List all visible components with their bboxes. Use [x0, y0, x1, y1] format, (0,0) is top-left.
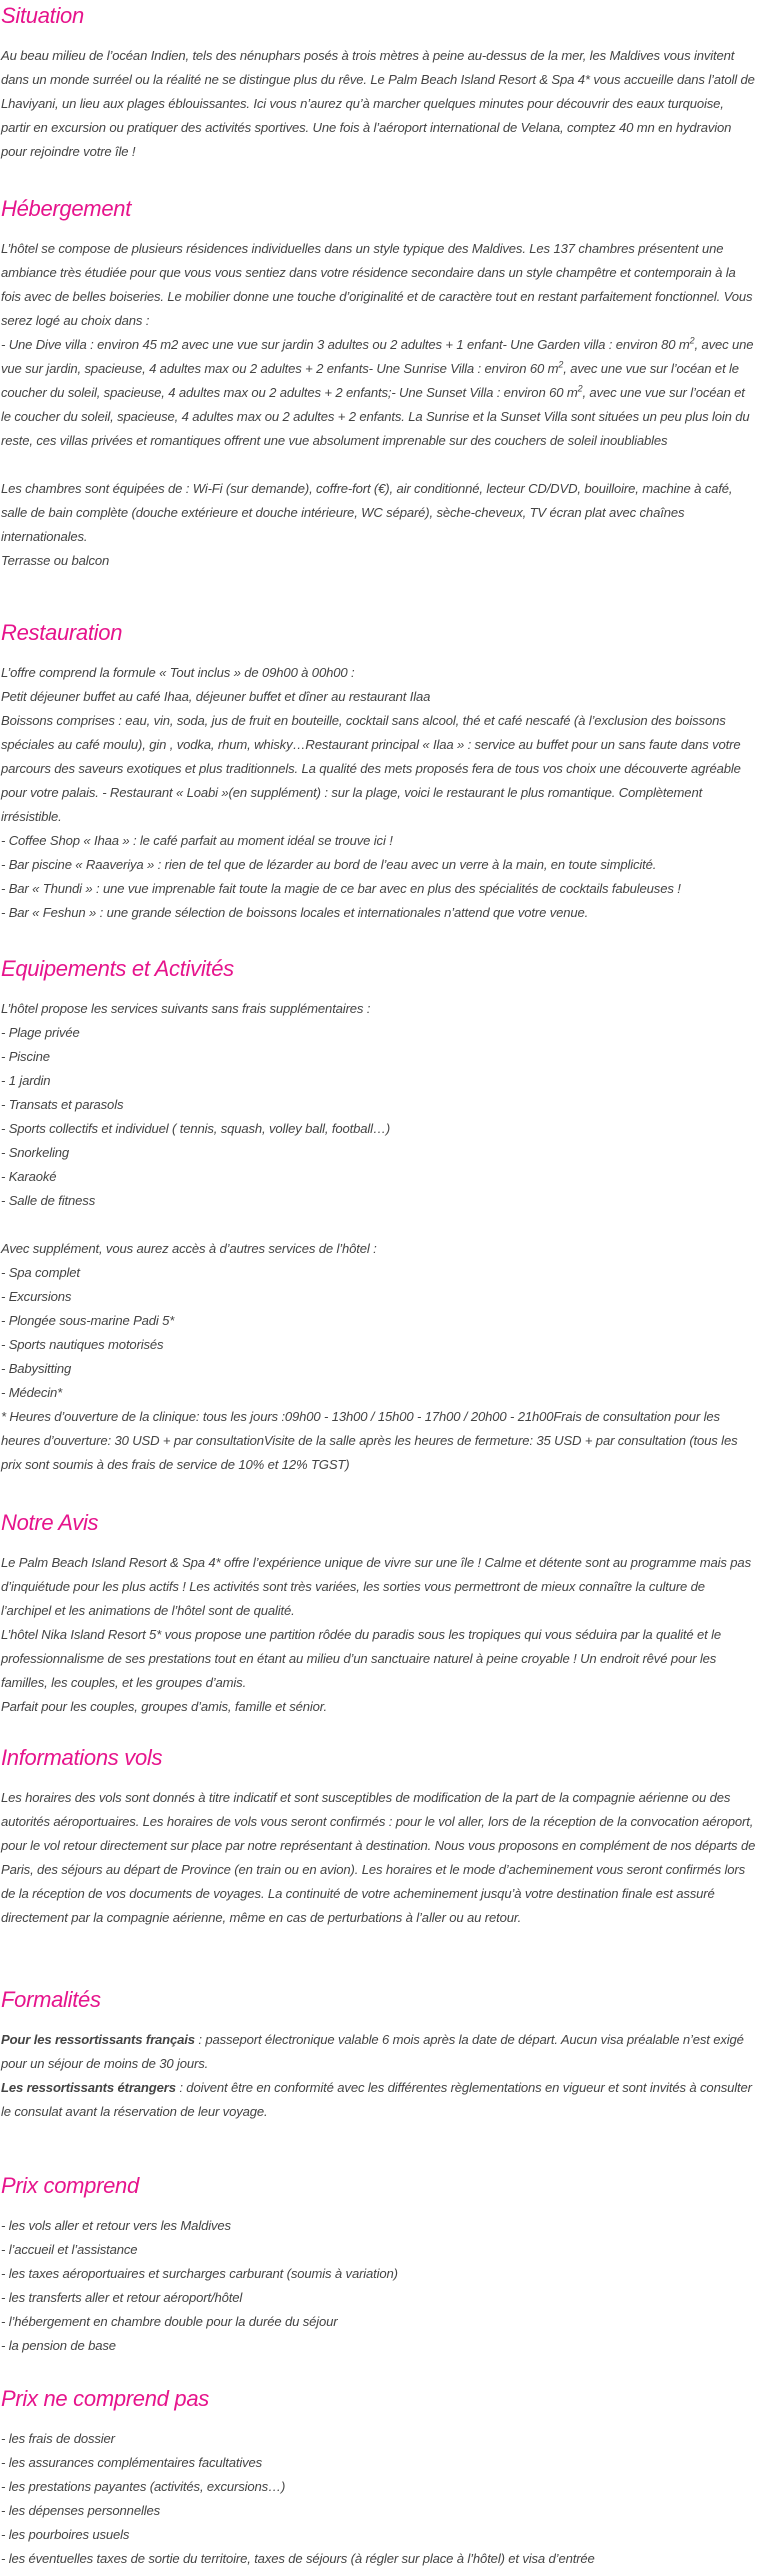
- avis-line: Le Palm Beach Island Resort & Spa 4* offre l’expérience unique de vivre sur une île ! Calme et détente sont au programme mais pas d’inquiétude pour les plus actifs ! Les activités sont très variées, les sorties vous permettront de mieux connaître la culture de l’archipel et les animations de l’hôtel sont de qualité.: [1, 1555, 751, 1618]
- hebergement-intro-text: L’hôtel se compose de plusieurs résidences individuelles dans un style typique des Maldives. Les 137 chambres présentent une ambiance très étudiée pour que vous vous sentiez dans votre résidence secondaire dans un style champêtre et contemporain à la fois avec de belles boiseries. Le mobilier donne une touche d’originalité et de caractère tout en restant parfaitement fonctionnel. Vous serez logé au choix dans :: [1, 241, 753, 328]
- equip-intro: L’hôtel propose les services suivants sans frais supplémentaires :: [1, 1001, 371, 1016]
- list-item: - les dépenses personnelles: [1, 2503, 160, 2518]
- heading-avis: Notre Avis: [1, 1510, 99, 1535]
- formalites-fr-label: Pour les ressortissants français: [1, 2032, 195, 2047]
- section-equipements: [1, 955, 756, 1477]
- section-prix-ne-comprend-pas: [1, 2385, 756, 2571]
- equip-paid-intro: Avec supplément, vous aurez accès à d’autres services de l’hôtel :: [1, 1241, 377, 1256]
- villas-part-d: , avec une vue sur l’océan et le coucher du soleil, spacieuse, 4 adultes max ou 2 adultes + 2 enfants. La Sunrise et la Sunset Villa sont situées un peu plus loin du reste, ces villas privées et romantiques offrent une vue absolument imprenable sur des couchers de soleil inoubliables: [1, 385, 750, 448]
- list-item: - la pension de base: [1, 2338, 116, 2353]
- heading-restauration: Restauration: [1, 620, 123, 645]
- heading-hebergement: Hébergement: [1, 196, 131, 221]
- list-item: - les vols aller et retour vers les Maldives: [1, 2218, 231, 2233]
- section-restauration: [1, 619, 756, 925]
- list-item: - Plongée sous-marine Padi 5*: [1, 1313, 175, 1328]
- vols-text: Les horaires des vols sont donnés à titre indicatif et sont susceptibles de modification de la part de la compagnie aérienne ou des autorités aéroportuaires. Les horaires de vols vous seront confirmés : pour le vol aller, lors de la réception de la convocation aéroport, pour le vol retour directement sur place par notre représentant à destination. Nous vous proposons en complément de nos départs de Paris, des séjours au départ de Province (en train ou en avion). Les horaires et le mode d’acheminement vous seront confirmés lors de la réception de vos documents de voyages. La continuité de votre acheminement jusqu’à votre destination finale est assuré directement par la compagnie aérienne, même en cas de perturbations à l’aller ou au retour.: [1, 1790, 756, 1925]
- resto-line: L’offre comprend la formule « Tout inclus » de 09h00 à 00h00 :: [1, 665, 355, 680]
- situation-text: Au beau milieu de l’océan Indien, tels des nénuphars posés à trois mètres à peine au-dessus de la mer, les Maldives vous invitent dans un monde surréel ou la réalité ne se distingue plus du rêve. Le Palm Beach Island Resort & Spa 4* vous accueille dans l’atoll de Lhaviyani, un lieu aux plages éblouissantes. Ici vous n’aurez qu’à marcher quelques minutes pour découvrir des eaux turquoise, partir en excursion ou pratiquer des activités sportives. Une fois à l’aéroport international de Velana, comptez 40 mn en hydravion pour rejoindre votre île !: [1, 48, 755, 159]
- heading-prix-comprend: Prix comprend: [1, 2173, 139, 2198]
- list-item: - Karaoké: [1, 1169, 57, 1184]
- list-item: - Plage privée: [1, 1025, 80, 1040]
- hebergement-terrace: Terrasse ou balcon: [1, 553, 110, 568]
- section-vols: [1, 1744, 756, 1930]
- villas-part-b: , avec une vue sur jardin, spacieuse, 4 adultes max ou 2 adultes + 2 enfants- Une Sunrise Villa : environ 60 m: [1, 337, 754, 376]
- formalites-text: [1, 2028, 756, 2124]
- list-item: - 1 jardin: [1, 1073, 51, 1088]
- list-item: - Snorkeling: [1, 1145, 70, 1160]
- list-item: - l’hébergement en chambre double pour la durée du séjour: [1, 2314, 338, 2329]
- heading-prix-ne-comprend-pas: Prix ne comprend pas: [1, 2386, 209, 2411]
- formalites-fr-text: : passeport électronique valable 6 mois après la date de départ. Aucun visa préalable n’est exigé pour un séjour de moins de 30 jours.: [1, 2032, 744, 2071]
- sup-2: 2: [558, 359, 564, 370]
- heading-situation: Situation: [1, 3, 84, 28]
- list-item: - les taxes aéroportuaires et surcharges carburant (soumis à variation): [1, 2266, 398, 2281]
- list-item: - Sports collectifs et individuel ( tennis, squash, volley ball, football…): [1, 1121, 391, 1136]
- list-item: - Piscine: [1, 1049, 50, 1064]
- prix-comprend-list: [1, 2214, 756, 2358]
- prix-ne-comprend-pas-list: [1, 2427, 756, 2571]
- hebergement-villas: [1, 333, 756, 453]
- villas-part-a: - Une Dive villa : environ 45 m2 avec une vue sur jardin 3 adultes ou 2 adultes + 1 enfant- Une Garden villa : environ 80 m: [1, 337, 690, 352]
- hebergement-equipment: Les chambres sont équipées de : Wi-Fi (sur demande), coffre-fort (€), air conditionné, lecteur CD/DVD, bouilloire, machine à café, salle de bain complète (douche extérieure et douche intérieure, WC séparé), sèche-cheveux, TV écran plat avec chaînes internationales.: [1, 481, 733, 544]
- avis-line: L’hôtel Nika Island Resort 5* vous propose une partition rôdée du paradis sous les tropiques qui vous séduira par la qualité et le professionnalisme de ses prestations tout en étant au milieu d’un sanctuaire naturel à peine croyable ! Un endroit rêvé pour les familles, les couples, et les groupes d’amis.: [1, 1627, 722, 1690]
- list-item: - Médecin*: [1, 1385, 63, 1400]
- villas-part-c: , avec une vue sur l’océan et le coucher du soleil, spacieuse, 4 adultes max ou 2 adultes + 2 enfants;- Une Sunset Villa : environ 60 m: [1, 361, 739, 400]
- section-avis: [1, 1509, 756, 1719]
- section-hebergement: [1, 195, 756, 573]
- formalites-etr: [1, 2076, 756, 2124]
- resto-line: - Coffee Shop « Ihaa » : le café parfait au moment idéal se trouve ici !: [1, 833, 393, 848]
- avis-text: [1, 1551, 756, 1719]
- heading-equipements: Equipements et Activités: [1, 956, 234, 981]
- list-item: - les frais de dossier: [1, 2431, 115, 2446]
- list-item: - les éventuelles taxes de sortie du territoire, taxes de séjours (à régler sur place à l’hôtel) et visa d’entrée: [1, 2551, 595, 2566]
- restauration-text: [1, 661, 756, 925]
- resto-line: - Bar « Thundi » : une vue imprenable fait toute la magie de ce bar avec en plus des spécialités de cocktails fabuleuses !: [1, 881, 681, 896]
- formalites-fr: [1, 2028, 756, 2076]
- formalites-etr-text: : doivent être en conformité avec les différentes règlementations en vigueur et sont invités à consulter le consulat avant la réservation de leur voyage.: [1, 2080, 752, 2119]
- list-item: - les prestations payantes (activités, excursions…): [1, 2479, 286, 2494]
- sup-2: 2: [577, 383, 583, 394]
- formalites-etr-label: Les ressortissants étrangers: [1, 2080, 176, 2095]
- resto-line: Boissons comprises : eau, vin, soda, jus de fruit en bouteille, cocktail sans alcool, thé et café nescafé (à l’exclusion des boissons spéciales au café moulu), gin , vodka, rhum, whisky…Restaurant principal « Ilaa » : service au buffet pour un sans faute dans votre parcours des saveurs exotiques et plus traditionnels. La qualité des mets proposés fera de tous vos choix une découverte agréable pour votre palais. - Restaurant « Loabi »(en supplément) : sur la plage, voici le restaurant le plus romantique. Complètement irrésistible.: [1, 713, 741, 824]
- list-item: - Babysitting: [1, 1361, 72, 1376]
- heading-vols: Informations vols: [1, 1745, 163, 1770]
- list-item: - Excursions: [1, 1289, 72, 1304]
- list-item: - Salle de fitness: [1, 1193, 96, 1208]
- avis-line: Parfait pour les couples, groupes d’amis, famille et sénior.: [1, 1699, 328, 1714]
- resto-line: Petit déjeuner buffet au café Ihaa, déjeuner buffet et dîner au restaurant Ilaa: [1, 689, 431, 704]
- equip-note: * Heures d’ouverture de la clinique: tous les jours :09h00 - 13h00 / 15h00 - 17h00 / 20h00 - 21h00Frais de consultation pour les heures d’ouverture: 30 USD + par consultationVisite de la salle après les heures de fermeture: 35 USD + par consultation (tous les prix sont soumis à des frais de service de 10% et 12% TGST): [1, 1409, 738, 1472]
- list-item: - les pourboires usuels: [1, 2527, 130, 2542]
- hebergement-intro: [1, 237, 756, 573]
- list-item: - Spa complet: [1, 1265, 80, 1280]
- section-situation: [1, 2, 756, 164]
- equipements-text: [1, 997, 756, 1477]
- list-item: - Sports nautiques motorisés: [1, 1337, 164, 1352]
- heading-formalites: Formalités: [1, 1987, 101, 2012]
- resto-line: - Bar piscine « Raaveriya » : rien de tel que de lézarder au bord de l’eau avec un verre à la main, en toute simplicité.: [1, 857, 657, 872]
- sup-2: 2: [689, 335, 695, 346]
- list-item: - les assurances complémentaires facultatives: [1, 2455, 263, 2470]
- list-item: - les transferts aller et retour aéroport/hôtel: [1, 2290, 243, 2305]
- list-item: - l’accueil et l’assistance: [1, 2242, 138, 2257]
- section-prix-comprend: [1, 2172, 756, 2358]
- resto-line: - Bar « Feshun » : une grande sélection de boissons locales et internationales n’attend que votre venue.: [1, 905, 589, 920]
- list-item: - Transats et parasols: [1, 1097, 124, 1112]
- section-formalites: [1, 1986, 756, 2124]
